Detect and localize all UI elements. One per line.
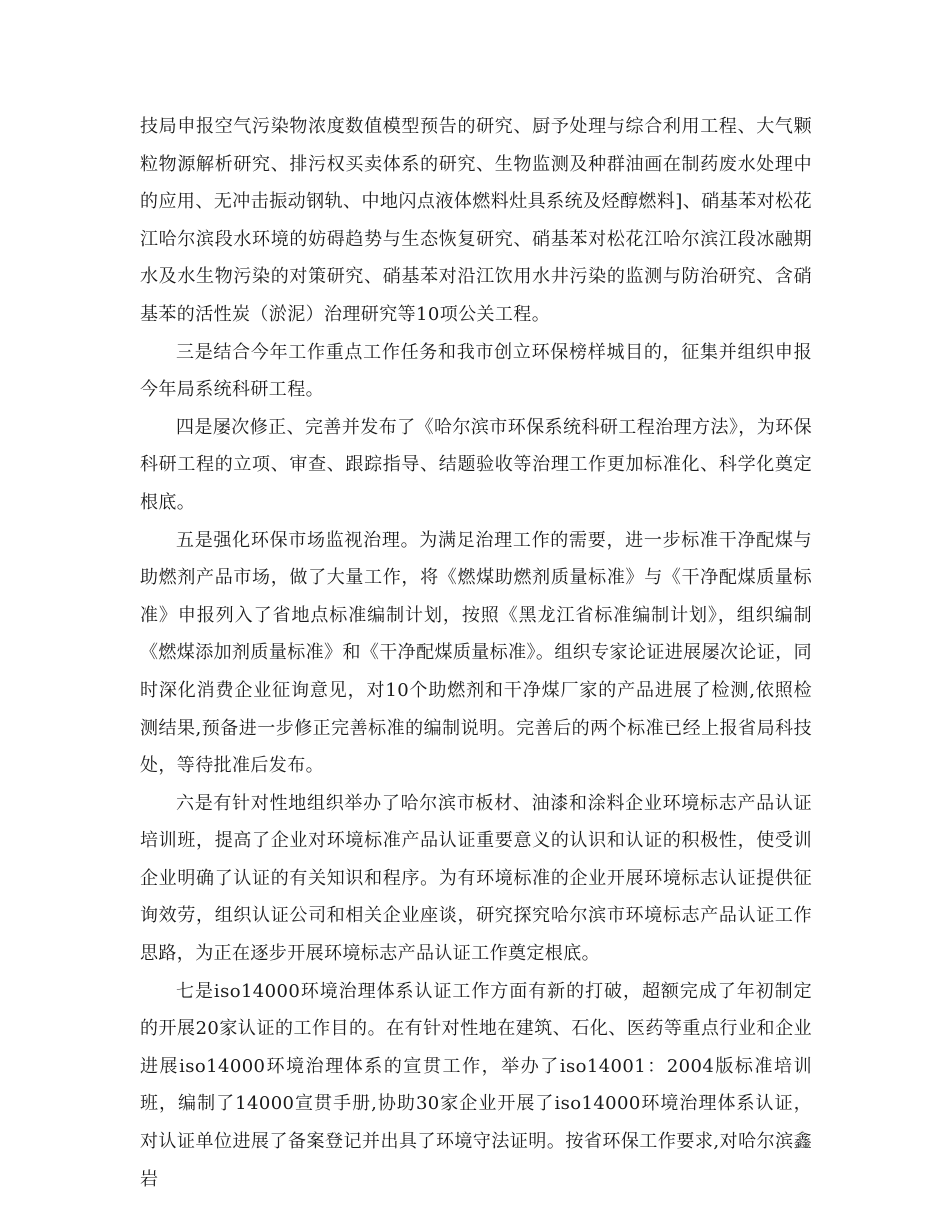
- paragraph-5: 六是有针对性地组织举办了哈尔滨市板材、油漆和涂料企业环境标志产品认证培训班，提高了企业对环境标准产品认证重要意义的认识和认证的积极性，使受训企业明确了认证的有关知识和程序。为有环境标准的企业开展环境标志认证提供征询效劳，组织认证公司和相关企业座谈，研究探究哈尔滨市环境标志产品认证工作思路，为正在逐步开展环境标志产品认证工作奠定根底。: [140, 792, 812, 965]
- paragraph-2: 三是结合今年工作重点工作任务和我市创立环保榜样城目的，征集并组织申报今年局系统科研工程。: [140, 341, 812, 401]
- paragraph-1: 技局申报空气污染物浓度数值模型预告的研究、厨予处理与综合利用工程、大气颗粒物源解析研究、排污权买卖体系的研究、生物监测及种群油画在制药废水处理中的应用、无冲击振动钢轨、中地闪点液体燃料灶具系统及烃醇燃料]、硝基苯对松花江哈尔滨段水环境的妨碍趋势与生态恢复研究、硝基苯对松花江哈尔滨江段冰融期水及水生物污染的对策研究、硝基苯对沿江饮用水井污染的监测与防治研究、含硝基苯的活性炭（淤泥）治理研究等10项公关工程。: [140, 116, 812, 325]
- paragraph-6: 七是iso14000环境治理体系认证工作方面有新的打破，超额完成了年初制定的开展20家认证的工作目的。在有针对性地在建筑、石化、医药等重点行业和企业进展iso14000环境治理体系的宣贯工作，举办了iso14001：2004版标准培训班，编制了14000宣贯手册,协助30家企业开展了iso14000环境治理体系认证，对认证单位进展了备案登记并出具了环境守法证明。按省环保工作要求,对哈尔滨鑫岩: [140, 980, 812, 1190]
- document-body: [140, 108, 812, 1198]
- paragraph-4: 五是强化环保市场监视治理。为满足治理工作的需要，进一步标准干净配煤与助燃剂产品市场，做了大量工作，将《燃煤助燃剂质量标准》与《干净配煤质量标准》申报列入了省地点标准编制计划，按照《黑龙江省标准编制计划》，组织编制《燃煤添加剂质量标准》和《干净配煤质量标准》。组织专家论证进展屡次论证，同时深化消费企业征询意见，对10个助燃剂和干净煤厂家的产品进展了检测,依照检测结果,预备进一步修正完善标准的编制说明。完善后的两个标准已经上报省局科技处，等待批准后发布。: [140, 529, 812, 777]
- paragraph-3: 四是屡次修正、完善并发布了《哈尔滨市环保系统科研工程治理方法》，为环保科研工程的立项、审查、跟踪指导、结题验收等治理工作更加标准化、科学化奠定根底。: [140, 416, 812, 513]
